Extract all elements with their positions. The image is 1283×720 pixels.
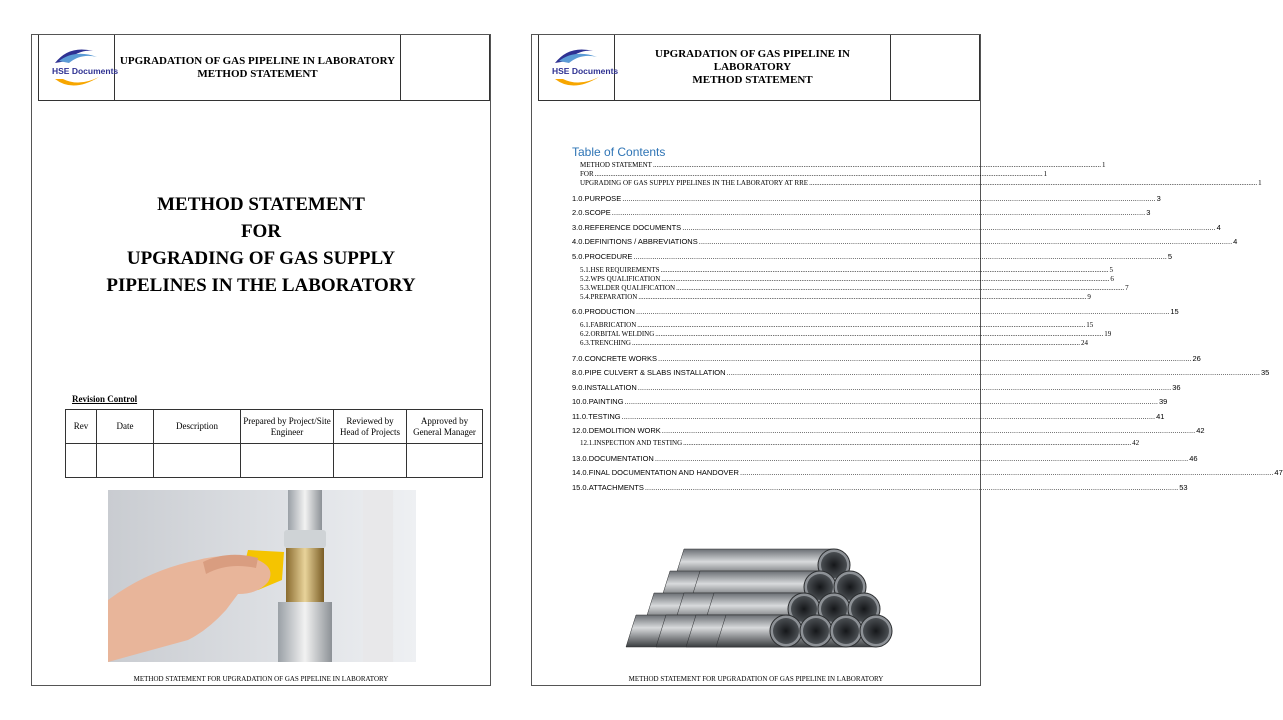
page-header	[38, 35, 490, 101]
toc-entry-page: 1	[1101, 161, 1106, 169]
toc-entry-number: 14.0.	[572, 468, 589, 477]
toc-entry-title: INSPECTION AND TESTING	[594, 439, 683, 447]
toc-entry[interactable]	[572, 453, 1198, 463]
approved-col-header: Approved by General Manager	[407, 410, 483, 444]
steel-pipes-image	[642, 507, 922, 657]
toc-entry[interactable]	[572, 321, 1094, 330]
toc-entry[interactable]	[572, 283, 1129, 293]
toc-entry[interactable]	[572, 222, 1221, 232]
toc-entry-title: FOR	[580, 170, 594, 178]
title-line: UPGRADING OF GAS SUPPLY	[126, 248, 396, 269]
header-title	[615, 35, 891, 100]
toc-leader-dots	[682, 223, 1215, 232]
header-line1: UPGRADATION OF GAS PIPELINE IN LABORATORY	[119, 54, 396, 67]
toc-entry-page: 1	[1043, 170, 1048, 178]
toc-entry-page: 46	[1189, 453, 1198, 463]
revision-control-label: Revision Control	[72, 394, 138, 404]
pipe-opening	[833, 618, 859, 644]
toc-leader-dots	[676, 284, 1124, 293]
toc-entry-page: 15	[1086, 321, 1094, 329]
toc-entry-title: PIPE CULVERT & SLABS INSTALLATION	[584, 368, 726, 377]
toc-entry-page: 3	[1156, 193, 1161, 203]
toc-entry-title: DEMOLITION WORK	[588, 426, 661, 435]
pipe-opening	[773, 618, 799, 644]
toc-entry-page: 1	[1258, 179, 1262, 187]
toc-entry-number: 1.0.	[572, 193, 585, 203]
toc-leader-dots	[740, 468, 1273, 477]
toc-leader-dots	[645, 483, 1178, 492]
toc-entry-number: 5.1.	[580, 265, 591, 274]
toc-leader-dots	[683, 439, 1131, 448]
toc-entry-page: 42	[1132, 439, 1140, 447]
header-line2: METHOD STATEMENT	[197, 67, 318, 80]
toc-leader-dots	[661, 275, 1109, 284]
revision-table	[65, 409, 483, 478]
toc-entry[interactable]	[572, 411, 1165, 421]
toc-entry[interactable]	[572, 353, 1201, 363]
toc-entry-page: 41	[1156, 411, 1165, 421]
toc-entry-title: CONCRETE WORKS	[584, 353, 658, 363]
hse-documents-logo	[549, 41, 618, 95]
header-title	[115, 35, 401, 100]
toc-entry-title: METHOD STATEMENT	[580, 161, 652, 169]
toc-entry-title: DEFINITIONS / ABBREVIATIONS	[584, 237, 698, 246]
toc-entry-title: PRODUCTION	[584, 307, 635, 316]
toc-entry-page: 5	[1109, 265, 1114, 274]
toc-leader-dots	[655, 330, 1103, 339]
toc-entry[interactable]	[572, 193, 1161, 203]
toc-entry-number: 5.4.	[580, 292, 591, 301]
toc-entry[interactable]	[572, 368, 1270, 377]
toc-entry-page: 4	[1233, 237, 1238, 246]
toc-entry-number: 6.3.	[580, 339, 591, 347]
toc-leader-dots	[653, 161, 1101, 170]
toc-entry[interactable]	[572, 208, 1151, 217]
pipe-opening	[863, 618, 889, 644]
toc-entry-title: WELDER QUALIFICATION	[590, 283, 676, 292]
page-footer: METHOD STATEMENT FOR UPGRADATION OF GAS PIPELINE IN LABORATORY	[133, 675, 389, 683]
toc-entry-title: TRENCHING	[590, 339, 631, 347]
toc-leader-dots	[636, 307, 1169, 316]
toc-leader-dots	[637, 321, 1085, 330]
toc-entry[interactable]	[572, 292, 1091, 302]
toc-leader-dots	[622, 412, 1155, 421]
toc-entry[interactable]	[572, 161, 1106, 170]
page-header	[538, 35, 980, 101]
toc-entry-page: 15	[1170, 307, 1179, 316]
toc-entry[interactable]	[572, 274, 1114, 284]
page-footer: METHOD STATEMENT FOR UPGRADATION OF GAS PIPELINE IN LABORATORY	[628, 675, 884, 683]
toc-entry-title: PREPARATION	[590, 292, 638, 301]
logo-cell	[539, 35, 618, 100]
toc-entry-title: PAINTING	[588, 397, 624, 406]
toc-entry-page: 6	[1110, 274, 1114, 283]
rev-col-header: Rev	[66, 410, 97, 444]
header-blank-cell	[401, 35, 489, 100]
toc-entry-number: 7.0.	[572, 353, 585, 363]
toc-entry-title: REFERENCE DOCUMENTS	[584, 222, 682, 232]
logo-text: HSE Documents	[51, 65, 118, 76]
toc-leader-dots	[632, 339, 1080, 348]
toc-entry-page: 4	[1216, 222, 1221, 232]
logo-cell	[39, 35, 118, 100]
toc-entry-page: 5	[1167, 251, 1173, 261]
toc-leader-dots	[658, 354, 1191, 363]
toc-entry-title: SCOPE	[584, 208, 611, 217]
title-line: PIPELINES IN THE LABORATORY	[106, 275, 416, 296]
toc-entry[interactable]	[572, 170, 1048, 179]
toc-leader-dots	[661, 266, 1109, 275]
toc-entry-number: 6.0.	[572, 307, 585, 316]
toc-leader-dots	[727, 368, 1260, 377]
toc-entry-page: 9	[1087, 292, 1091, 301]
toc-entry-number: 4.0.	[572, 237, 585, 246]
toc-entry-page: 35	[1260, 368, 1270, 377]
toc-entry-page: 47	[1274, 468, 1283, 477]
toc-entry-number: 9.0.	[572, 382, 585, 392]
toc-entry[interactable]	[572, 439, 1140, 448]
toc-entry-page: 42	[1196, 426, 1205, 435]
prepared-col-header: Prepared by Project/Site Engineer	[241, 410, 334, 444]
toc-entry[interactable]	[572, 426, 1205, 435]
toc-entry-title: DOCUMENTATION	[588, 453, 654, 463]
toc-entry-number: 12.1.	[580, 439, 594, 447]
toc-entry[interactable]	[572, 179, 1262, 188]
toc-leader-dots	[595, 170, 1043, 179]
toc-leader-dots	[638, 293, 1086, 302]
toc-leader-dots	[633, 252, 1166, 261]
header-blank-cell	[891, 35, 979, 100]
toc-leader-dots	[662, 426, 1195, 435]
logo-text: HSE Documents	[551, 65, 618, 76]
toc-entry-number: 6.2.	[580, 330, 591, 338]
toc-entry-number: 3.0.	[572, 222, 585, 232]
toc-entry-page: 7	[1125, 283, 1129, 292]
toc-leader-dots	[655, 454, 1188, 463]
toc-entry-page: 53	[1179, 482, 1188, 492]
toc-entry-title: HSE REQUIREMENTS	[590, 265, 660, 274]
date-col-header: Date	[97, 410, 154, 444]
toc-entry-number: 12.0.	[572, 426, 589, 435]
toc-entry-title: WPS QUALIFICATION	[590, 274, 661, 283]
toc-entry-page: 24	[1080, 339, 1088, 347]
toc-entry-title: ORBITAL WELDING	[590, 330, 655, 338]
toc-entry-number: 10.0.	[572, 397, 589, 406]
toc-leader-dots	[809, 179, 1257, 188]
toc-entry-number: 11.0.	[572, 411, 589, 421]
toc-leader-dots	[625, 397, 1158, 406]
toc-entry[interactable]	[572, 468, 1283, 477]
toc-entry-page: 19	[1104, 330, 1112, 338]
reviewed-col-header: Reviewed by Head of Projects	[334, 410, 407, 444]
cover-page	[31, 34, 491, 686]
toc-entry[interactable]	[572, 339, 1088, 348]
toc-entry-title: UPGRADING OF GAS SUPPLY PIPELINES IN THE LABORATORY AT RRE	[580, 179, 809, 187]
toc-entry-title: TESTING	[588, 411, 621, 421]
toc-entry-page: 26	[1192, 353, 1201, 363]
toc-entry[interactable]	[572, 237, 1238, 246]
toc-entry-title: PURPOSE	[584, 193, 622, 203]
title-line: METHOD STATEMENT	[157, 194, 365, 215]
document-title	[32, 191, 490, 299]
pipe-opening	[803, 618, 829, 644]
toc-leader-dots	[612, 208, 1145, 217]
toc-leader-dots	[638, 383, 1171, 392]
toc-entry[interactable]	[572, 482, 1188, 492]
toc-entry-number: 5.2.	[580, 274, 591, 283]
toc-entry-page: 3	[1146, 208, 1151, 217]
table-of-contents	[572, 161, 1283, 492]
toc-entry[interactable]	[572, 307, 1179, 316]
toc-entry-title: PROCEDURE	[584, 251, 633, 261]
toc-entry[interactable]	[572, 382, 1181, 392]
toc-page	[531, 34, 1283, 686]
toc-entry-number: 5.3.	[580, 283, 591, 292]
toc-entry-page: 36	[1172, 382, 1181, 392]
table-row	[66, 444, 483, 478]
hse-documents-logo	[49, 41, 118, 95]
toc-entry-page: 39	[1159, 397, 1168, 406]
toc-leader-dots	[622, 194, 1155, 203]
toc-entry-number: 13.0.	[572, 453, 589, 463]
toc-heading: Table of Contents	[572, 145, 666, 159]
toc-entry-title: FINAL DOCUMENTATION AND HANDOVER	[588, 468, 739, 477]
toc-entry-number: 2.0.	[572, 208, 585, 217]
toc-entry-title: ATTACHMENTS	[588, 482, 644, 492]
toc-entry[interactable]	[572, 397, 1168, 406]
toc-entry-number: 5.0.	[572, 251, 585, 261]
toc-entry-title: FABRICATION	[590, 321, 637, 329]
gas-valve-photo	[108, 490, 416, 662]
toc-entry[interactable]	[572, 330, 1112, 339]
toc-entry-number: 8.0.	[572, 368, 585, 377]
toc-entry[interactable]	[572, 251, 1173, 261]
toc-entry-title: INSTALLATION	[584, 382, 637, 392]
toc-entry-number: 6.1.	[580, 321, 591, 329]
toc-entry[interactable]	[572, 265, 1114, 275]
title-line: FOR	[240, 221, 282, 242]
toc-leader-dots	[699, 237, 1232, 246]
header-line1: UPGRADATION OF GAS PIPELINE IN LABORATORY	[655, 48, 850, 73]
header-line2: METHOD STATEMENT	[692, 74, 813, 86]
toc-entry-number: 15.0.	[572, 482, 589, 492]
description-col-header: Description	[154, 410, 241, 444]
